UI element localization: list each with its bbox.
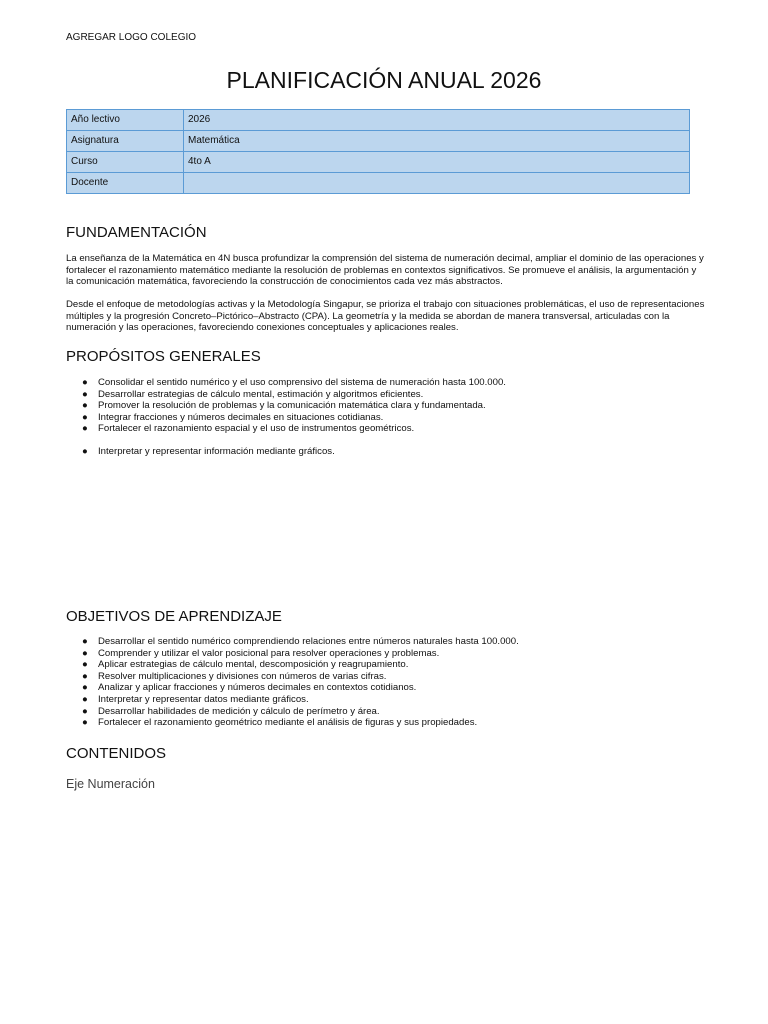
list-item-text: Desarrollar habilidades de medición y cálculo de perímetro y área. [98, 705, 380, 717]
info-value-year[interactable]: 2026 [184, 110, 690, 131]
table-row [67, 110, 690, 131]
list-item-text: Interpretar y representar información mediante gráficos. [98, 446, 335, 457]
bullet-icon: ● [82, 693, 88, 705]
bullet-icon: ● [82, 705, 88, 717]
list-item [66, 706, 519, 718]
bullet-icon: ● [82, 400, 88, 412]
info-label-course: Curso [67, 152, 184, 173]
list-item [66, 682, 519, 694]
list-item [66, 694, 519, 706]
list-item-text: Resolver multiplicaciones y divisiones con números de varias cifras. [98, 670, 387, 682]
section-heading-objetivos: OBJETIVOS DE APRENDIZAJE [66, 608, 282, 625]
list-item-text: Interpretar y representar datos mediante gráficos. [98, 693, 309, 705]
propositos-list-extra [66, 446, 335, 458]
bullet-icon: ● [82, 717, 88, 729]
bullet-icon: ● [82, 446, 88, 457]
info-table [66, 109, 690, 194]
list-item [66, 648, 519, 660]
objetivos-list [66, 636, 519, 729]
list-item-text: Analizar y aplicar fracciones y números decimales en contextos cotidianos. [98, 682, 417, 694]
list-item [66, 717, 519, 729]
list-item [66, 423, 506, 435]
bullet-icon: ● [82, 388, 88, 400]
list-item [66, 389, 506, 401]
bullet-icon: ● [82, 647, 88, 659]
bullet-icon: ● [82, 670, 88, 682]
subheading-eje-numeracion: Eje Numeración [66, 777, 155, 791]
list-item-text: Desarrollar estrategias de cálculo mental, estimación y algoritmos eficientes. [98, 388, 424, 400]
page-title: PLANIFICACIÓN ANUAL 2026 [226, 67, 542, 93]
info-label-subject: Asignatura [67, 131, 184, 152]
list-item [66, 377, 506, 389]
list-item [66, 659, 519, 671]
bullet-icon: ● [82, 377, 88, 388]
list-item [66, 446, 335, 458]
list-item [66, 412, 506, 424]
info-label-teacher: Docente [67, 173, 184, 194]
fundamentacion-paragraph-2: Desde el enfoque de metodologías activas y la Metodología Singapur, se prioriza el trabajo con situaciones problemáticas, el uso de representaciones múltiples y la progresión Concreto–Pictórico–Abstracto (CPA). La geometría y la medida se abordan de manera transversal, articuladas con la numeración y las operaciones, favoreciendo conexiones conceptuales y aplicaciones reales. [66, 299, 705, 334]
list-item-text: Fortalecer el razonamiento geométrico mediante el análisis de figuras y sus propiedades. [98, 717, 478, 729]
list-item-text: Promover la resolución de problemas y la comunicación matemática clara y fundamentada. [98, 400, 486, 412]
info-value-subject[interactable]: Matemática [184, 131, 690, 152]
table-row [67, 152, 690, 173]
list-item [66, 400, 506, 412]
list-item [66, 636, 519, 648]
info-label-year: Año lectivo [67, 110, 184, 131]
info-value-teacher[interactable] [184, 173, 690, 194]
section-heading-fundamentacion: FUNDAMENTACIÓN [66, 224, 207, 241]
list-item-text: Fortalecer el razonamiento espacial y el uso de instrumentos geométricos. [98, 423, 415, 435]
bullet-icon: ● [82, 636, 88, 647]
section-heading-contenidos: CONTENIDOS [66, 745, 167, 762]
list-item-text: Aplicar estrategias de cálculo mental, descomposición y reagrupamiento. [98, 659, 409, 671]
bullet-icon: ● [82, 423, 88, 435]
info-value-course[interactable]: 4to A [184, 152, 690, 173]
list-item [66, 671, 519, 683]
list-item-text: Integrar fracciones y números decimales en situaciones cotidianas. [98, 411, 384, 423]
list-item-text: Desarrollar el sentido numérico comprendiendo relaciones entre números naturales hasta 100.000. [98, 636, 519, 647]
fundamentacion-paragraph-1: La enseñanza de la Matemática en 4N busca profundizar la comprensión del sistema de numeración decimal, ampliar el dominio de las operaciones y fortalecer el razonamiento matemático mediante la resolución de problemas en contextos significativos. Se promueve el análisis, la argumentación y la comunicación matemática, favoreciendo la construcción de conocimientos cada vez más abstractos. [66, 253, 704, 288]
section-heading-propositos: PROPÓSITOS GENERALES [66, 348, 261, 365]
bullet-icon: ● [82, 411, 88, 423]
table-row [67, 131, 690, 152]
logo-placeholder-note: AGREGAR LOGO COLEGIO [66, 32, 197, 43]
list-item-text: Consolidar el sentido numérico y el uso comprensivo del sistema de numeración hasta 100.000. [98, 377, 506, 388]
table-row [67, 173, 690, 194]
propositos-list [66, 377, 506, 435]
bullet-icon: ● [82, 659, 88, 671]
bullet-icon: ● [82, 682, 88, 694]
list-item-text: Comprender y utilizar el valor posicional para resolver operaciones y problemas. [98, 647, 440, 659]
